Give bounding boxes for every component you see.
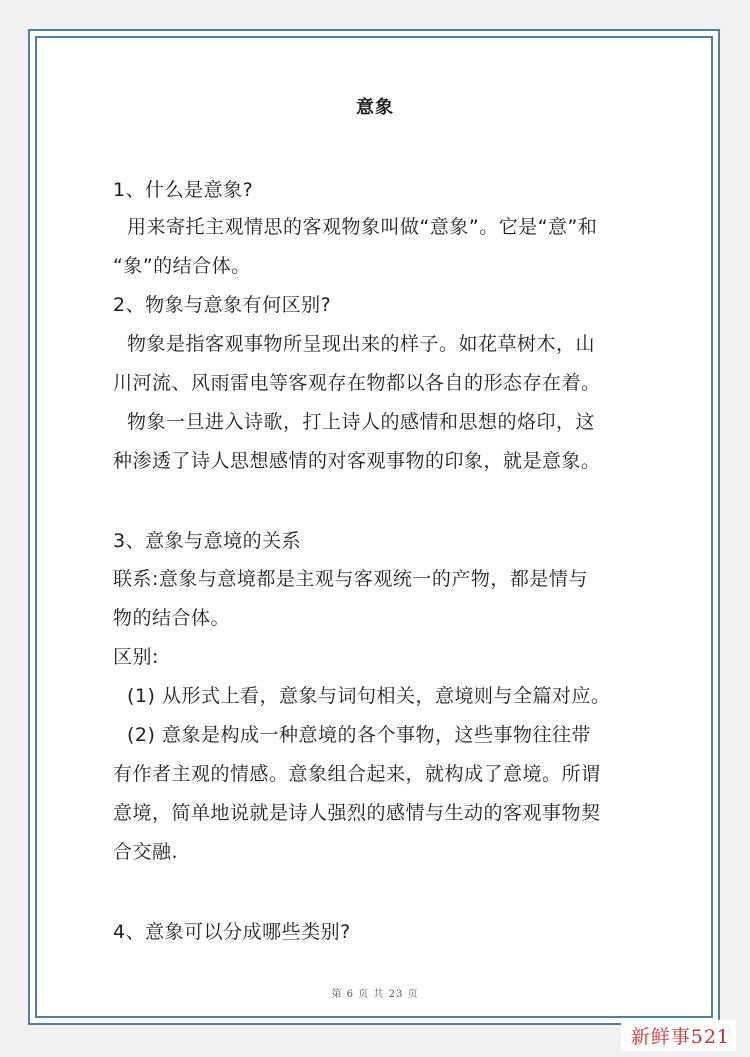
paragraph-line: 意境，简单地说就是诗人强烈的感情与生动的客观事物契 [113,802,601,824]
document-title: 意象 [356,97,394,118]
paragraph-line: 物象一旦进入诗歌，打上诗人的感情和思想的烙印，这 [127,411,596,433]
paragraph-line: 区别: [113,646,159,668]
paragraph-line: 联系:意象与意境都是主观与客观统一的产物，都是情与 [113,568,588,590]
heading-q3: 3、意象与意境的关系 [113,530,302,552]
paragraph-line: (1) 从形式上看，意象与词句相关，意境则与全篇对应。 [127,685,611,707]
watermark: 新鲜事521 [621,1020,736,1051]
page-number-footer: 第 6 页 共 23 页 [331,989,419,1000]
paragraph-line: 种渗透了诗人思想感情的对客观事物的印象，就是意象。 [113,450,601,472]
heading-q1: 1、什么是意象? [113,179,254,201]
heading-q2: 2、物象与意象有何区别? [113,294,332,316]
paragraph-line: 用来寄托主观情思的客观物象叫做“意象”。它是“意”和 [127,216,598,238]
paragraph-line: 物的结合体。 [113,607,231,629]
paragraph-line: 合交融. [113,841,179,863]
paragraph-line: 有作者主观的情感。意象组合起来，就构成了意境。所谓 [113,763,601,785]
paragraph-line: “象”的结合体。 [113,255,251,277]
heading-q4: 4、意象可以分成哪些类别? [113,921,351,943]
paragraph-line: (2) 意象是构成一种意境的各个事物，这些事物往往带 [127,724,591,746]
paragraph-line: 川河流、风雨雷电等客观存在物都以各自的形态存在着。 [113,372,601,394]
paragraph-line: 物象是指客观事物所呈现出来的样子。如花草树木，山 [127,333,596,355]
